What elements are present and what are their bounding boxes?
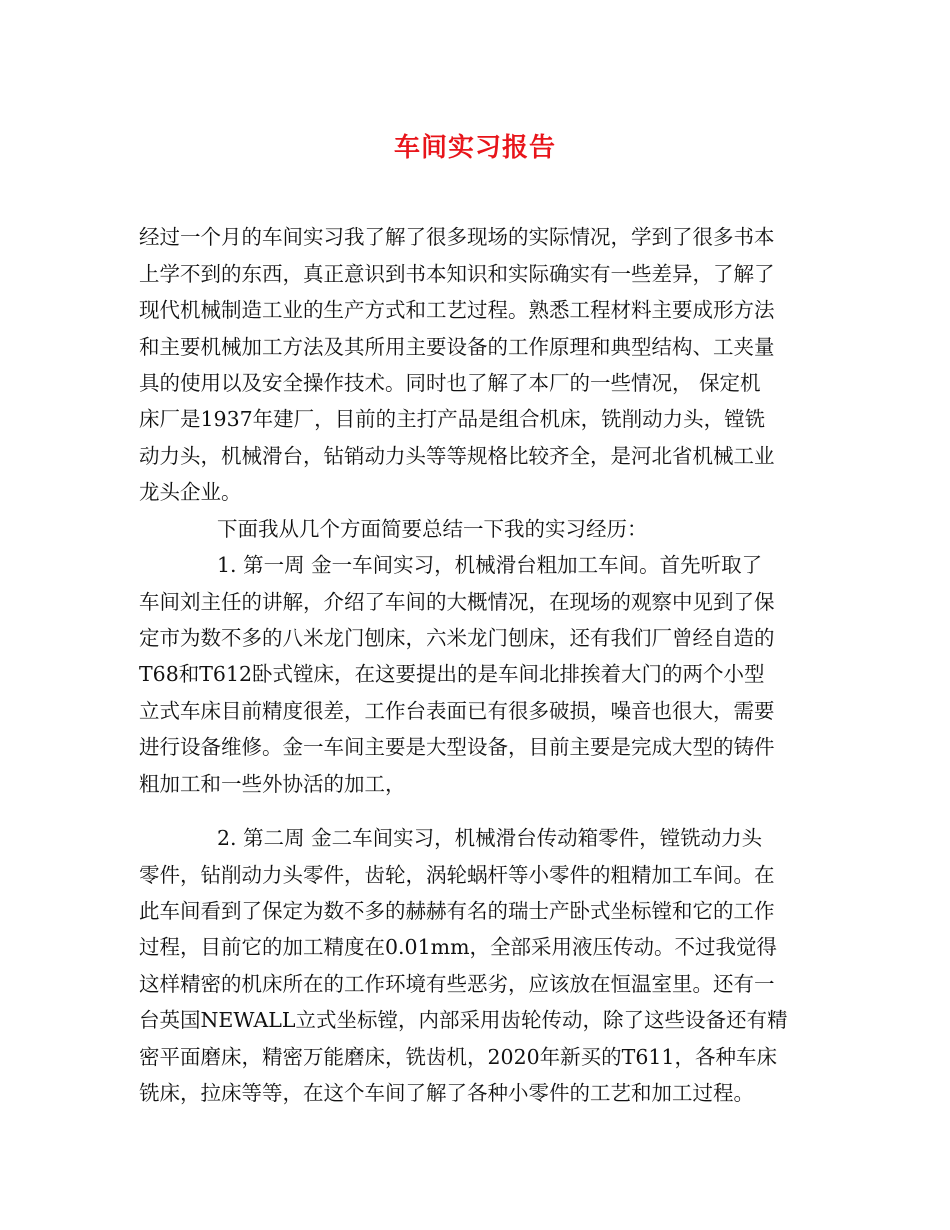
- text-line: 密平面磨床，精密万能磨床，铣齿机，2020年新买的T611，各种车床: [139, 1045, 777, 1069]
- text-line: 零件，钻削动力头零件，齿轮，涡轮蜗杆等小零件的粗精加工车间。在: [139, 863, 775, 887]
- text-line: 现代机械制造工业的生产方式和工艺过程。熟悉工程材料主要成形方法: [139, 298, 775, 322]
- text-line: 立式车床目前精度很差，工作台表面已有很多破损，噪音也很大，需要: [139, 699, 775, 723]
- text-line: 和主要机械加工方法及其所用主要设备的工作原理和典型结构、工夹量: [139, 335, 775, 359]
- text-line: 动力头，机械滑台，钻销动力头等等规格比较齐全，是河北省机械工业: [139, 444, 775, 468]
- text-line: 1. 第一周 金一车间实习，机械滑台粗加工车间。首先听取了: [217, 553, 763, 577]
- text-line: T68和T612卧式镗床，在这要提出的是车间北排挨着大门的两个小型: [139, 662, 765, 686]
- text-line: 进行设备维修。金一车间主要是大型设备，目前主要是完成大型的铸件: [139, 735, 775, 759]
- text-line: 具的使用以及安全操作技术。同时也了解了本厂的一些情况， 保定机: [139, 371, 761, 395]
- text-line: 这样精密的机床所在的工作环境有些恶劣，应该放在恒温室里。还有一: [139, 972, 775, 996]
- text-line: 经过一个月的车间实习我了解了很多现场的实际情况，学到了很多书本: [139, 225, 775, 249]
- text-line: 铣床，拉床等等，在这个车间了解了各种小零件的工艺和加工过程。: [139, 1081, 754, 1105]
- text-line: 车间刘主任的讲解，介绍了车间的大概情况，在现场的观察中见到了保: [139, 590, 775, 614]
- text-line: 过程，目前它的加工精度在0.01mm，全部采用液压传动。不过我觉得: [139, 935, 778, 959]
- text-line: 粗加工和一些外协活的加工，: [139, 772, 406, 796]
- text-line: 定市为数不多的八米龙门刨床，六米龙门刨床，还有我们厂曾经自造的: [139, 626, 775, 650]
- text-line: 上学不到的东西，真正意识到书本知识和实际确实有一些差异，了解了: [139, 262, 775, 286]
- text-line: 此车间看到了保定为数不多的赫赫有名的瑞士产卧式坐标镗和它的工作: [139, 899, 775, 923]
- document-title: 车间实习报告: [393, 133, 556, 163]
- text-line: 龙头企业。: [139, 480, 242, 504]
- text-line: 床厂是1937年建厂，目前的主打产品是组合机床，铣削动力头，镗铣: [139, 407, 766, 431]
- text-line: 2. 第二周 金二车间实习，机械滑台传动箱零件，镗铣动力头: [217, 826, 763, 850]
- text-line: 下面我从几个方面简要总结一下我的实习经历：: [217, 517, 648, 541]
- text-line: 台英国NEWALL立式坐标镗，内部采用齿轮传动，除了这些设备还有精: [139, 1008, 788, 1032]
